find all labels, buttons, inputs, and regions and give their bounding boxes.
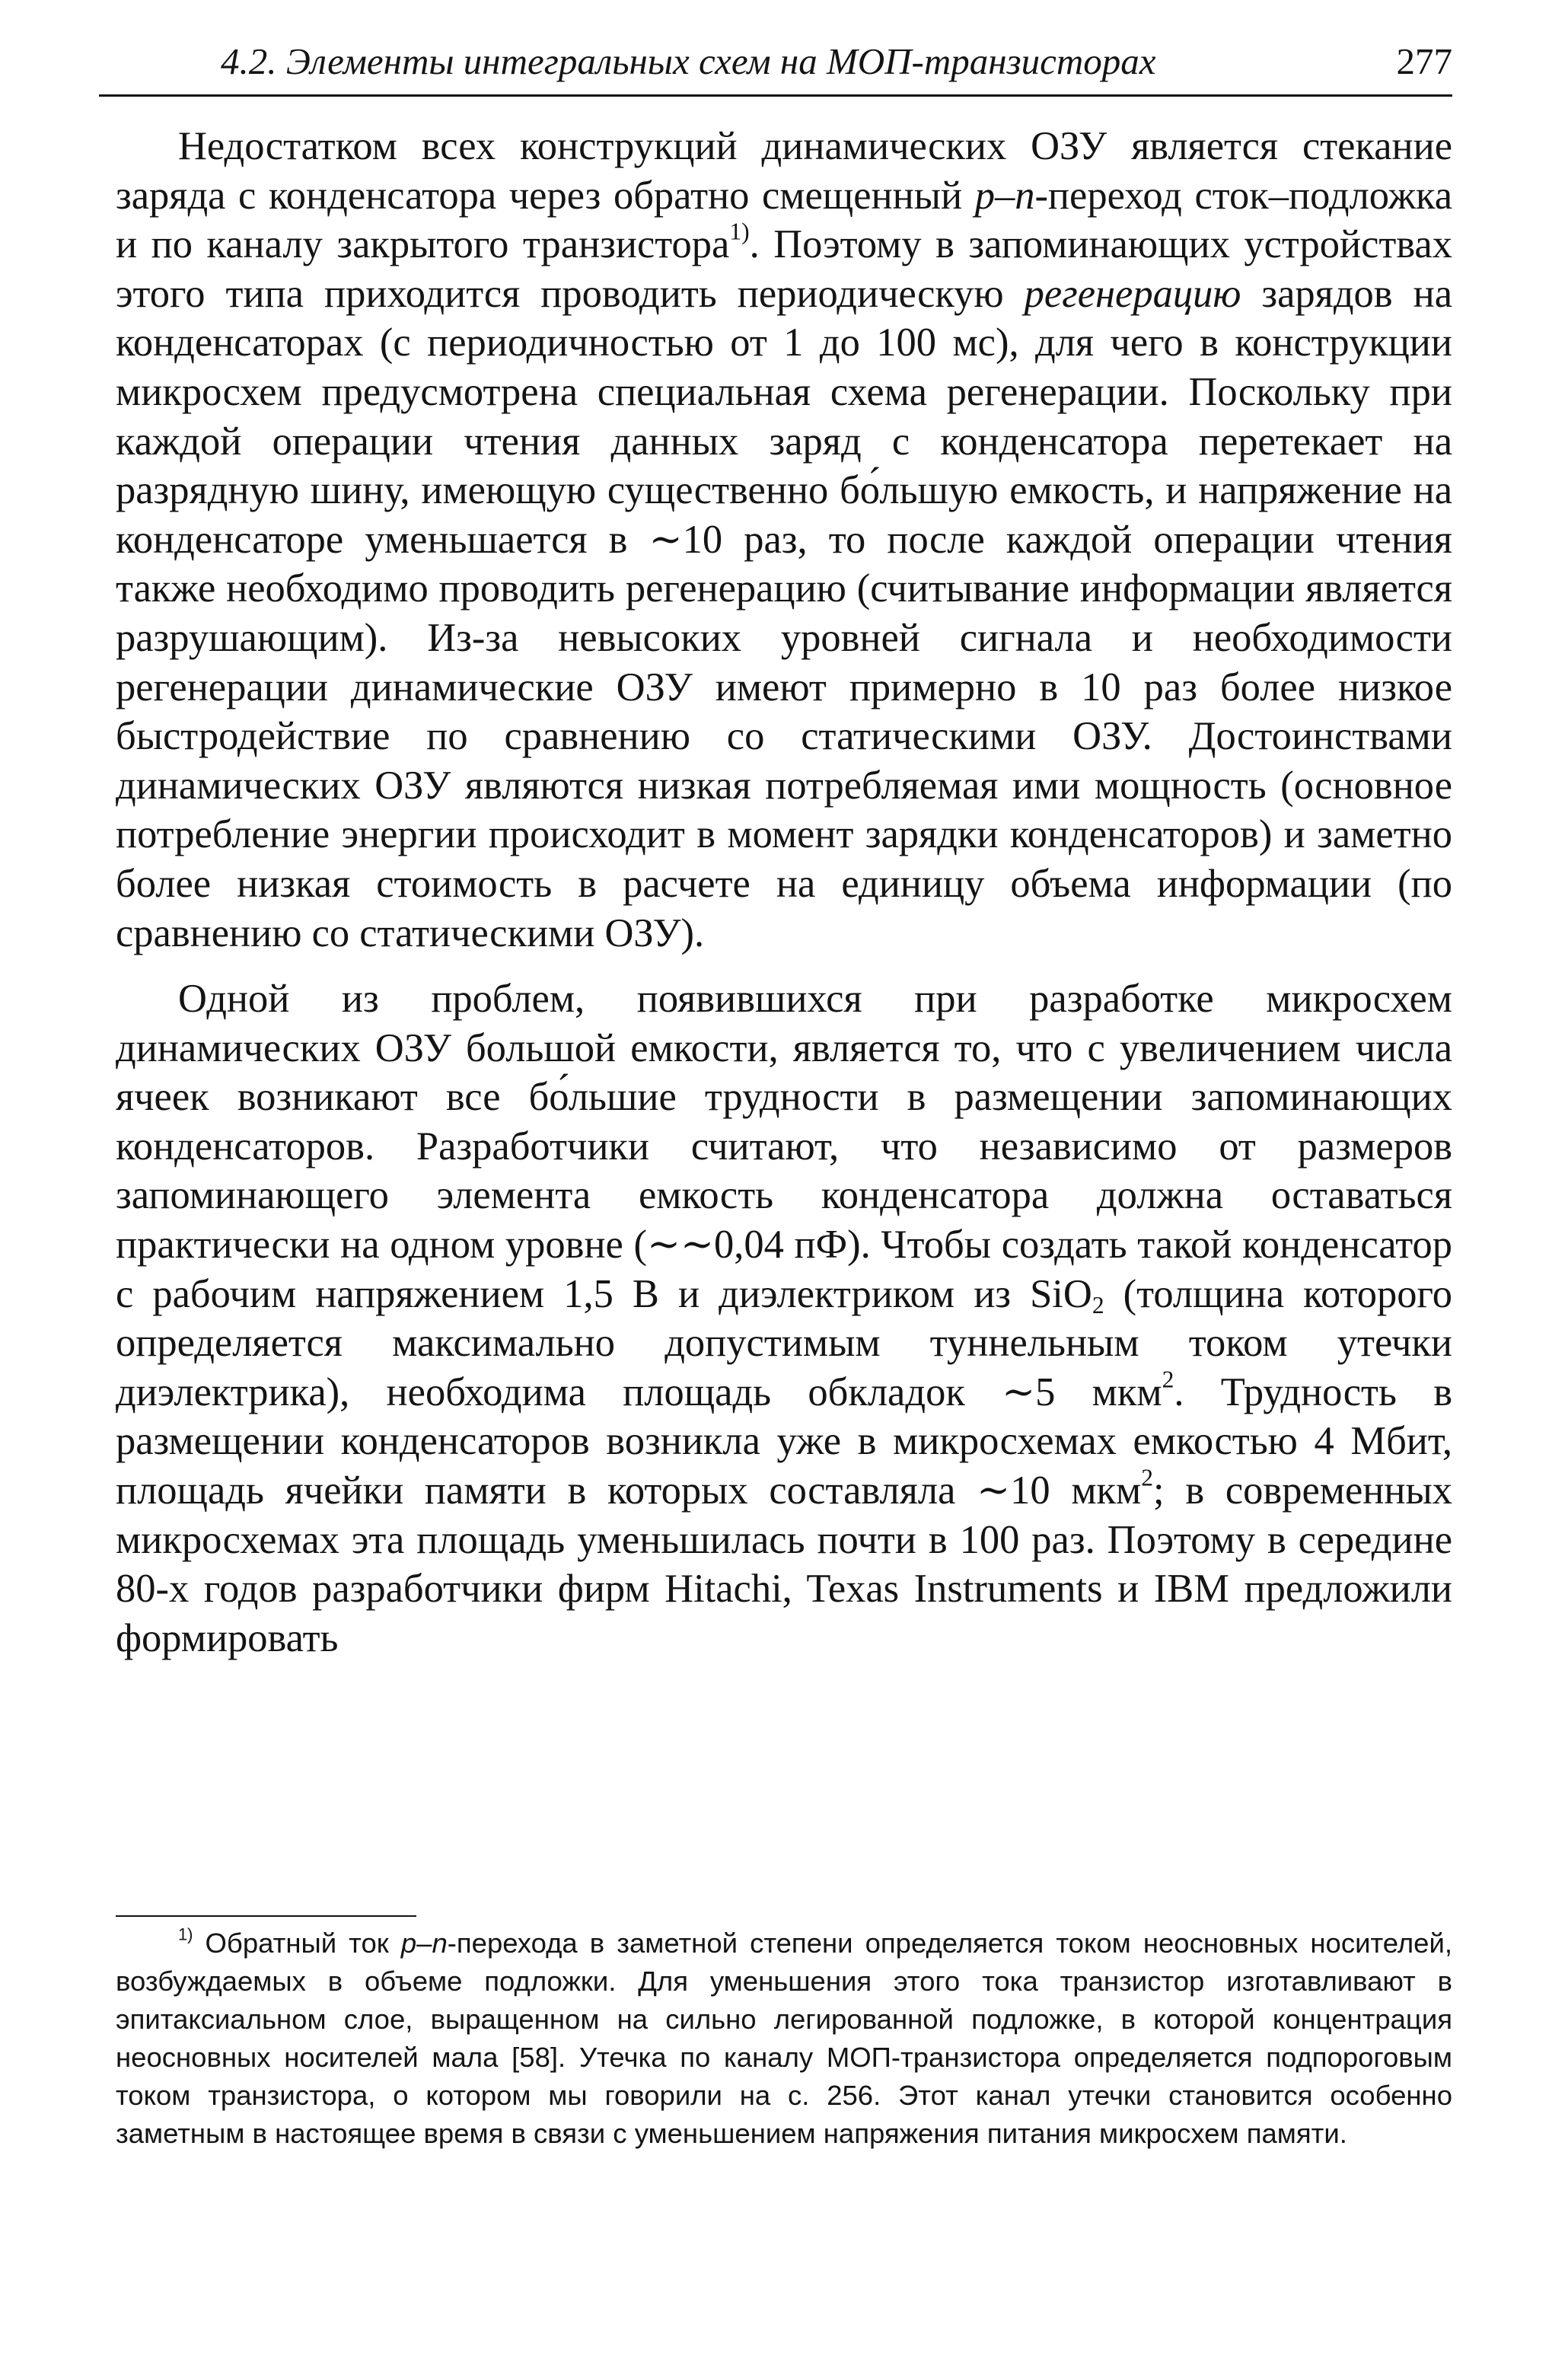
- footnote-marker: 1): [178, 1924, 193, 1944]
- p-symbol: p: [400, 1927, 417, 1959]
- emphasis-term: регенерацию: [1024, 271, 1241, 316]
- footnote: $^{1)}$ Обратный ток p–n-перехода в заметной степени определяется током неосновных носителей, возбуждаемых в объеме подложки. Для уменьшения этого тока транзистор изготавливают в эпитаксиальном слое, выращенном на сильно легированной подложке, в которой концентрация неосновных носителей мала [58]. Утечка по каналу МОП-транзистора определяется подпороговым током транзистора, о котором мы говорили на с. 256. Этот канал утечки становится особенно заметным в настоящее время в связи с уменьшением напряжения питания микросхем памяти.: [116, 1924, 1452, 2149]
- p-symbol: p: [974, 173, 995, 218]
- paragraph-2: Одной из проблем, появившихся при разработке микросхем динамических ОЗУ большой емкости, является то, что с увеличением числа ячеек возникают все бо́льшие трудности в размещении запоминающих конденсаторов. Разработчики считают, что независимо от размеров запоминающего элемента емкость конденсатора должна оставаться практически на одном уровне (∼∼0,04 пФ). Чтобы создать такой конденсатор с рабочим напряжением 1,5 В и диэлектриком из SiO$_2$ (толщина которого определяется максимально допустимым туннельным током утечки диэлектрика), необходима площадь обкладок ∼5 мкм$^2$. Трудность в размещении конденсаторов возникла уже в микросхемах емкостью 4 Мбит, площадь ячейки памяти в которых составляла ∼10 мкм$^2$; в современных микросхемах эта площадь уменьшилась почти в 100 раз. Поэтому в середине 80-х годов разработчики фирм Hitachi, Texas Instruments и IBM предложили формировать: [116, 977, 1452, 1660]
- superscript: 2: [1141, 1464, 1154, 1491]
- paragraph-1: Недостатком всех конструкций динамических ОЗУ является стекание заряда с конденсатора через обратно смещенный p–n-переход сток–подложка и по каналу закрытого транзистора$^{1)}$. Поэтому в запоминающих устройствах этого типа приходится проводить периодическую регенерацию зарядов на конденсаторах (с периодичностью от 1 до 100 мс), для чего в конструкции микросхем предусмотрена специальная схема регенерации. Поскольку при каждой операции чтения данных заряд с конденсатора перетекает на разрядную шину, имеющую существенно бо́льшую емкость, и напряжение на конденсаторе уменьшается в ∼10 раз, то после каждой операции чтения также необходимо проводить регенерацию (считывание информации является разрушающим). Из-за невысоких уровней сигнала и необходимости регенерации динамические ОЗУ имеют примерно в 10 раз более низкое быстродействие по сравнению со статическими ОЗУ. Достоинствами динамических ОЗУ являются низкая потребляемая ими мощность (основное потребление энергии происходит в момент зарядки конденсаторов) и заметно более низкая стоимость в расчете на единицу объема информации (по сравнению со статическими ОЗУ).: [116, 124, 1452, 955]
- footnote-ref: 1): [729, 218, 750, 245]
- main-text: [116, 122, 1452, 1663]
- footnote-rule: [116, 1915, 416, 1917]
- running-title: 4.2. Элементы интегральных схем на МОП-транзисторах: [221, 40, 1156, 82]
- superscript: 2: [1162, 1366, 1174, 1393]
- running-header: [99, 35, 1452, 88]
- page-number: 277: [1396, 40, 1452, 82]
- n-symbol: n: [1015, 173, 1035, 218]
- subscript: 2: [1092, 1291, 1104, 1318]
- header-rule: [99, 94, 1452, 97]
- n-symbol: n: [432, 1927, 448, 1959]
